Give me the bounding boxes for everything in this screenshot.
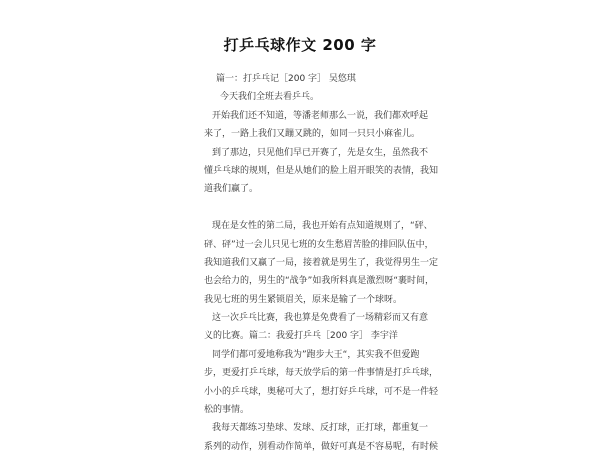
paragraph-line: 道我们赢了。 xyxy=(204,184,259,195)
paragraph-line: 到了那边，只见他们早已开赛了，先是女生，虽然我不 xyxy=(212,147,429,158)
paragraph-line: 来了，一路上我们又蹦又跳的，如同一只只小麻雀儿。 xyxy=(204,129,421,140)
paragraph-line: 我知道我们又赢了一局，接着就是男生了，我觉得男生一定 xyxy=(204,257,439,268)
paragraph-line: 同学们都可爱地称我为”跑步大王“，其实我不但爱跑 xyxy=(212,349,420,360)
paragraph-line: 我见七班的男生紧锁眉关，原来是输了一个球呀。 xyxy=(204,294,403,305)
paragraph-line: 小小的乒乓球，奥秘可大了，想打好乒乓球，可不是一件轻 xyxy=(204,386,439,397)
paragraph-line: 懂乒乓球的规则，但是从她们的脸上眉开眼笑的表情，我知 xyxy=(204,165,439,176)
paragraph-line: 这一次乒乓比赛，我也算是免费看了一场精彩而又有意 xyxy=(212,313,429,324)
paragraph-line: 篇一：打乒乓记［200 字］ 吴悠琪 xyxy=(216,74,356,84)
paragraph-line: 义的比赛。篇二：我爱打乒乓［200 字］ 李宇洋 xyxy=(204,331,398,342)
paragraph-line: 步，更爱打乒乓球，每天放学后的第一件事情是打乒乓球， xyxy=(204,368,439,379)
paragraph-line: 也会给力的，男生的“战争”如我所料真是激烈呀“裹时间， xyxy=(204,276,434,287)
paragraph-line: 我每天都练习垫球、发球、反打球，正打球，都重复一 xyxy=(212,423,429,434)
paragraph-line: 砰、砰”过一会儿只见七班的女生愁眉苦脸的排回队伍中， xyxy=(204,239,434,250)
paragraph-line: 今天我们全班去看乒乓。 xyxy=(220,92,320,103)
document-title: 打乒乓球作文 200 字 xyxy=(223,36,377,54)
paragraph-line: 开始我们还不知道，等潘老师那么一说，我们都欢呼起 xyxy=(212,110,429,121)
paragraph-line: 松的事情。 xyxy=(204,405,250,416)
paragraph-line: 现在是女性的第二局，我也开始有点知道规则了，“砰、 xyxy=(212,221,433,232)
paragraph-line: 系列的动作，别看动作简单，做好可真是不容易呢，有时候 xyxy=(204,441,439,452)
document-body xyxy=(204,70,439,456)
paragraph-gap xyxy=(204,199,406,217)
